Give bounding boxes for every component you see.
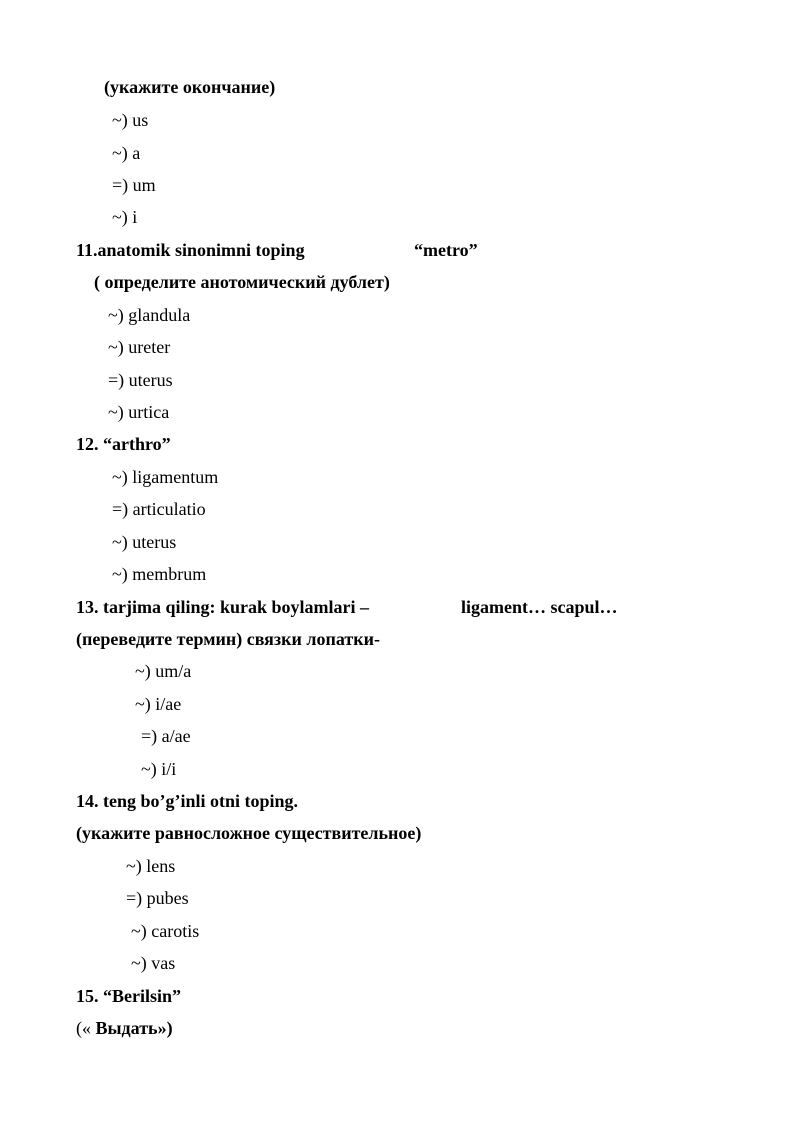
q10-subtitle: (укажите окончание): [104, 77, 276, 97]
q11-option-1: ~) glandula: [108, 305, 191, 325]
q13-title: 13. tarjima qiling: kurak boylamlari –: [76, 597, 370, 617]
q14-option-1: ~) lens: [126, 856, 176, 876]
q14-option-4: ~) vas: [131, 953, 176, 973]
q10-option-3: =) um: [112, 175, 156, 195]
q15-subtitle-suffix: »): [157, 1018, 173, 1038]
q15-subtitle-open: (: [76, 1018, 82, 1038]
q11-title: 11.anatomik sinonimni toping: [76, 240, 305, 260]
q12-option-2: =) articulatio: [112, 499, 206, 519]
q13-option-4: ~) i/i: [141, 759, 177, 779]
q11-option-4: ~) urtica: [108, 402, 170, 422]
q13-option-3: =) a/ae: [141, 726, 191, 746]
q11-term: “metro”: [414, 240, 478, 260]
q10-option-4: ~) i: [112, 207, 138, 227]
q12-title: 12. “arthro”: [76, 434, 171, 454]
q14-subtitle: (укажите равносложное существительное): [76, 823, 422, 843]
q13-subtitle: (переведите термин) связки лопатки-: [76, 629, 380, 649]
q14-title: 14. teng bo’g’inli otni toping.: [76, 791, 299, 811]
q15-subtitle-prefix: «: [82, 1018, 96, 1038]
q11-option-2: ~) ureter: [108, 337, 171, 357]
q15-title: 15. “Berilsin”: [76, 986, 182, 1006]
q13-option-1: ~) um/a: [135, 661, 192, 681]
q10-option-1: ~) us: [112, 110, 149, 130]
q10-option-2: ~) a: [112, 143, 141, 163]
q11-option-3: =) uterus: [108, 370, 173, 390]
q14-option-3: ~) carotis: [131, 921, 200, 941]
q13-option-2: ~) i/ae: [135, 694, 182, 714]
q12-option-4: ~) membrum: [112, 564, 207, 584]
q12-option-3: ~) uterus: [112, 532, 177, 552]
q15-subtitle: [76, 1017, 173, 1039]
q15-subtitle-word: Выдать: [95, 1018, 158, 1038]
q14-option-2: =) pubes: [126, 888, 189, 908]
q12-option-1: ~) ligamentum: [112, 467, 219, 487]
q11-subtitle: ( определите анотомический дублет): [94, 272, 390, 292]
q13-term: ligament… scapul…: [461, 597, 618, 617]
